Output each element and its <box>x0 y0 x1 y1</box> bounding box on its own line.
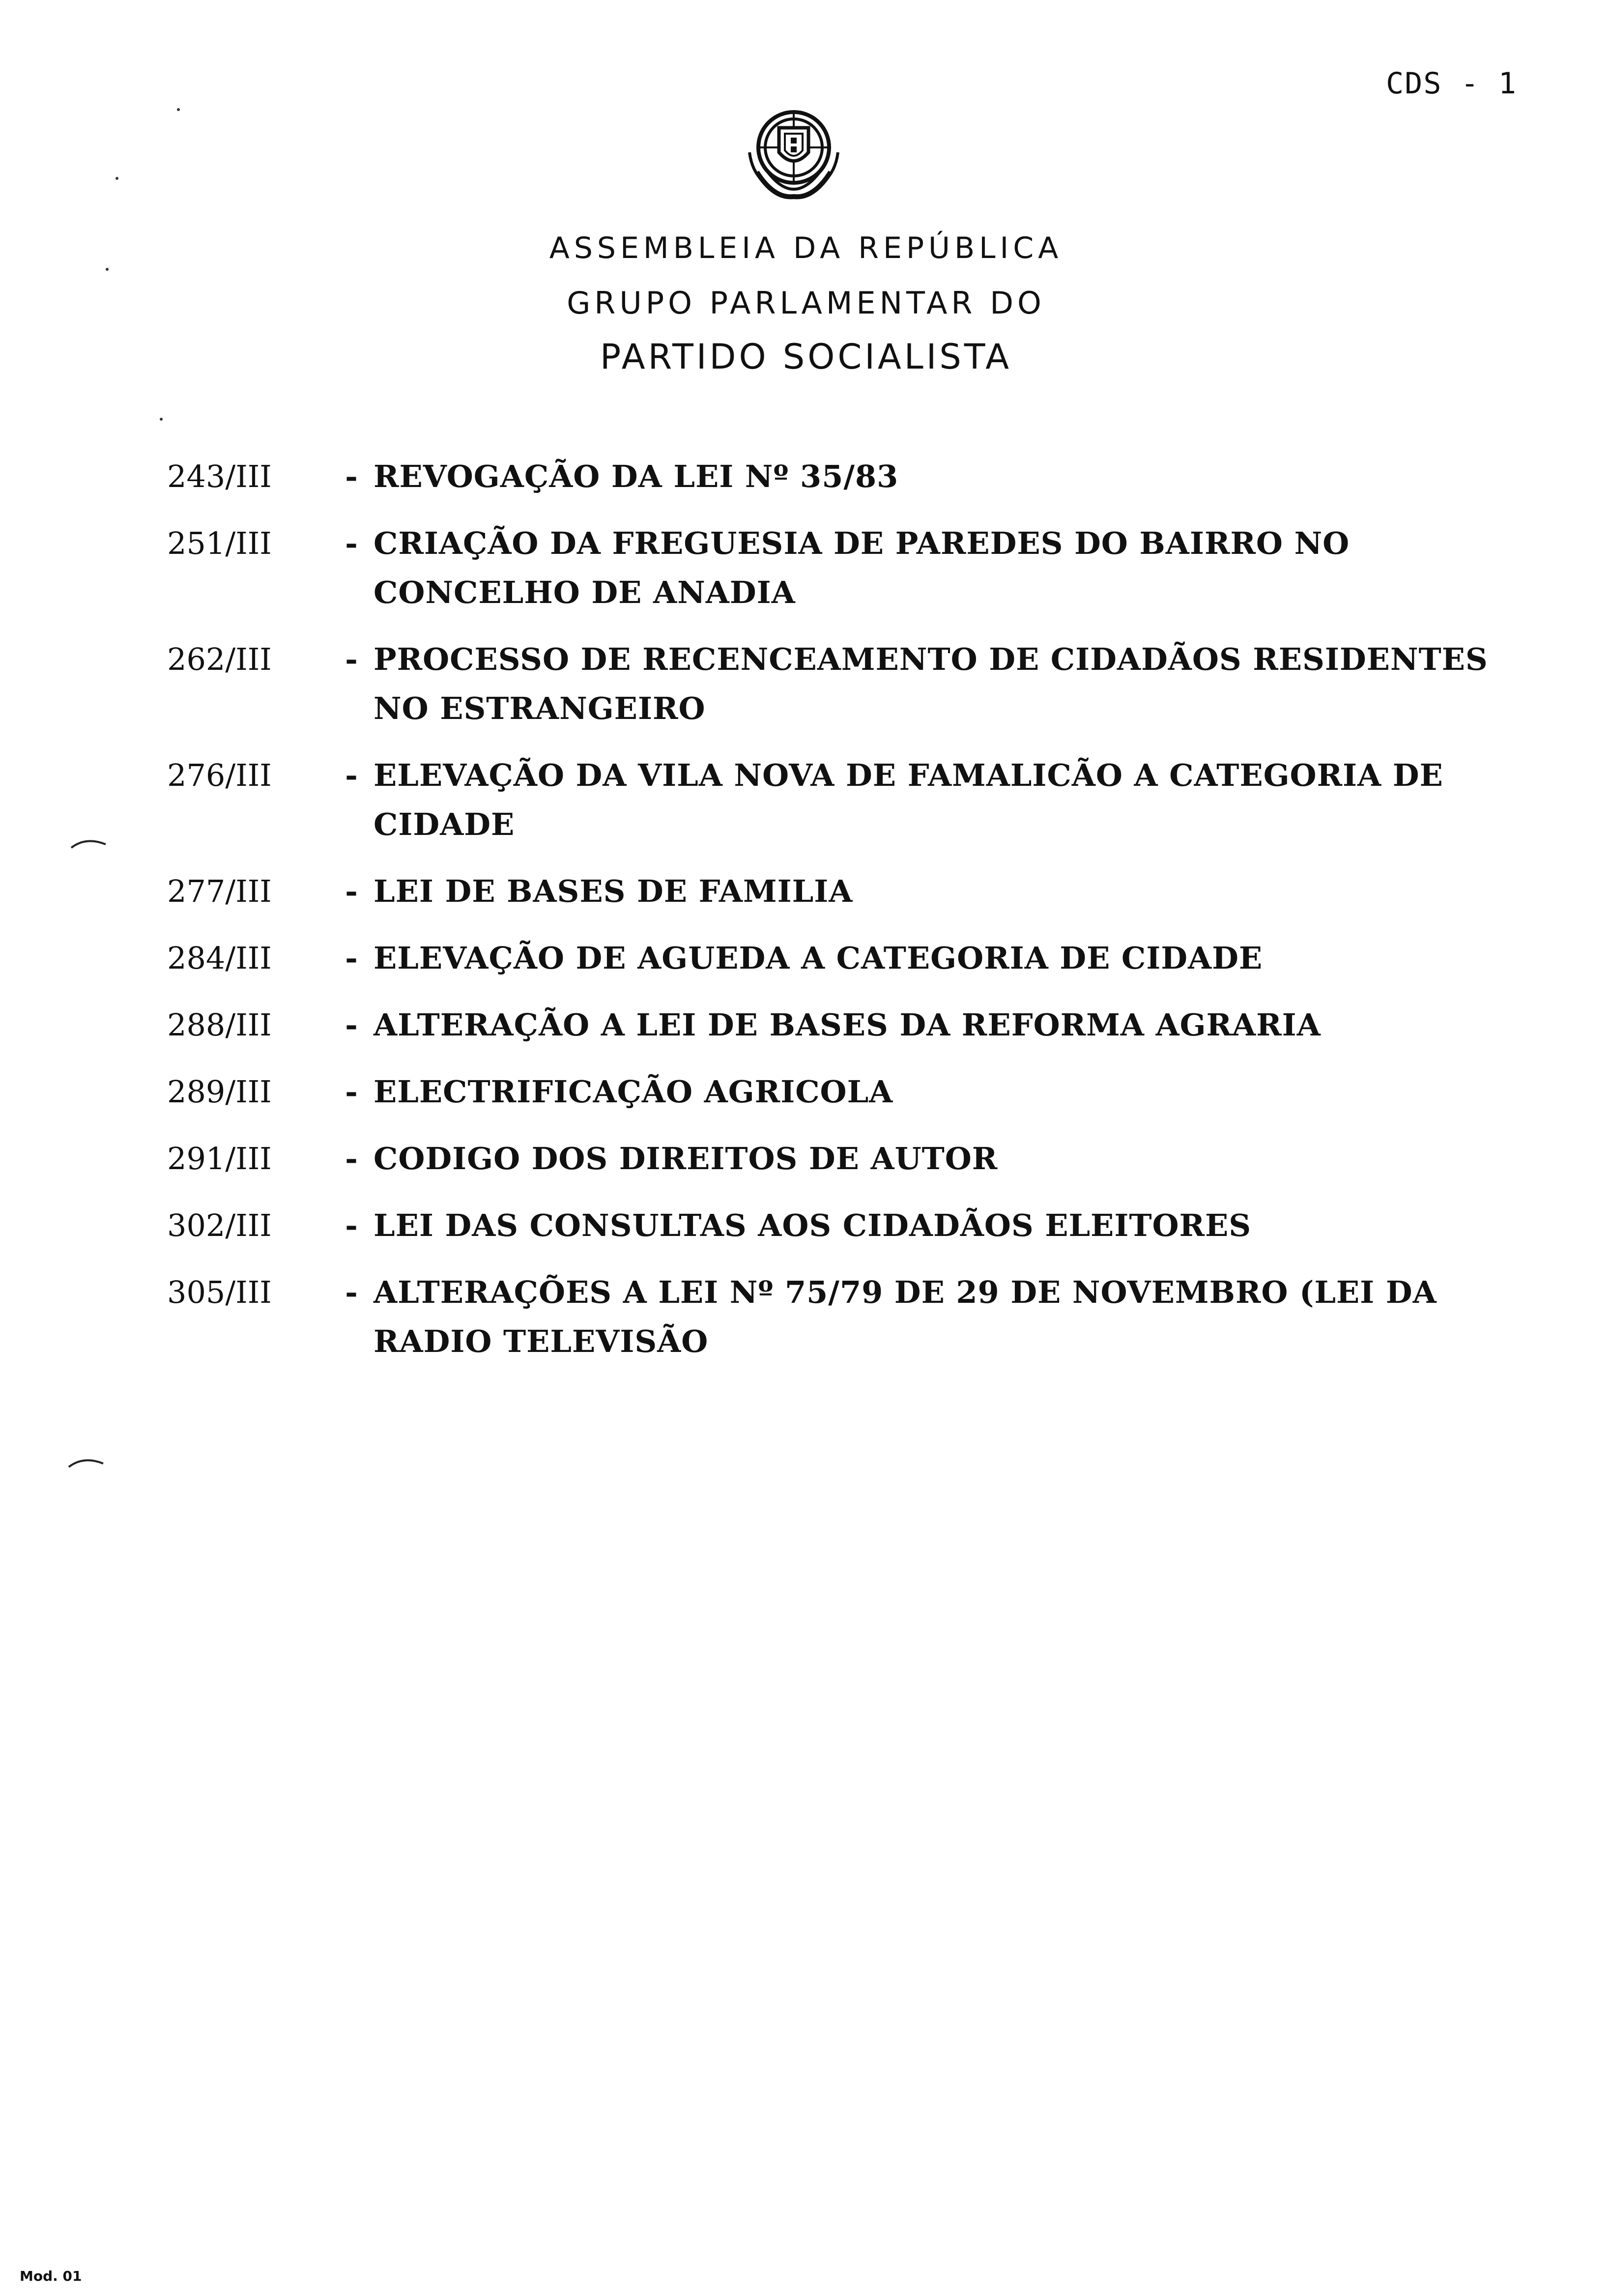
speck-mark <box>177 108 180 111</box>
entry-number: 291/III <box>167 1141 272 1177</box>
entry-title: ALTERAÇÕES A LEI Nº 75/79 DE 29 DE NOVEMBRO (LEI DA RADIO TELEVISÃO <box>374 1274 1437 1359</box>
entry-dash: - <box>345 1007 358 1043</box>
entry-title: CODIGO DOS DIREITOS DE AUTOR <box>374 1141 998 1177</box>
entry-number: 305/III <box>167 1274 272 1310</box>
list-item <box>167 1201 1524 1250</box>
entries-list <box>167 452 1524 1384</box>
entry-number: 243/III <box>167 459 272 494</box>
entry-dash: - <box>345 757 358 793</box>
party-heading: PARTIDO SOCIALISTA <box>600 337 1012 377</box>
list-item <box>167 1268 1524 1366</box>
list-item <box>167 635 1524 733</box>
list-item <box>167 452 1524 501</box>
margin-mark-icon <box>69 835 108 850</box>
speck-mark <box>115 177 118 180</box>
entry-dash: - <box>345 1074 358 1110</box>
entry-title: LEI DAS CONSULTAS AOS CIDADÃOS ELEITORES <box>374 1207 1252 1243</box>
entry-number: 276/III <box>167 757 272 793</box>
institution-heading: ASSEMBLEIA DA REPÚBLICA <box>549 231 1063 265</box>
speck-mark <box>160 418 163 421</box>
entry-title: REVOGAÇÃO DA LEI Nº 35/83 <box>374 459 899 494</box>
entry-number: 262/III <box>167 641 272 677</box>
entry-dash: - <box>345 459 358 494</box>
entry-title: ALTERAÇÃO A LEI DE BASES DA REFORMA AGRARIA <box>374 1007 1321 1043</box>
margin-mark-icon <box>66 1455 106 1469</box>
list-item <box>167 934 1524 983</box>
entry-dash: - <box>345 1207 358 1243</box>
form-label: Mod. 01 <box>20 2268 82 2284</box>
page-code: CDS - 1 <box>1386 66 1517 101</box>
entry-title: ELECTRIFICAÇÃO AGRICOLA <box>374 1074 893 1110</box>
group-heading: GRUPO PARLAMENTAR DO <box>567 285 1045 321</box>
list-item <box>167 751 1524 849</box>
entry-dash: - <box>345 1141 358 1177</box>
entry-number: 251/III <box>167 525 272 561</box>
entry-number: 302/III <box>167 1207 272 1243</box>
entry-number: 277/III <box>167 873 272 909</box>
entry-title: ELEVAÇÃO DA VILA NOVA DE FAMALICÃO A CATEGORIA DE CIDADE <box>374 757 1443 842</box>
entry-number: 289/III <box>167 1074 272 1110</box>
entry-number: 288/III <box>167 1007 272 1043</box>
entry-title: ELEVAÇÃO DE AGUEDA A CATEGORIA DE CIDADE <box>374 940 1263 976</box>
entry-title: PROCESSO DE RECENCEAMENTO DE CIDADÃOS RESIDENTES NO ESTRANGEIRO <box>374 641 1488 726</box>
speck-mark <box>106 268 109 271</box>
entry-dash: - <box>345 940 358 976</box>
entry-dash: - <box>345 873 358 909</box>
entry-dash: - <box>345 1274 358 1310</box>
coat-of-arms-icon <box>730 98 858 211</box>
list-item <box>167 1001 1524 1050</box>
entry-number: 284/III <box>167 940 272 976</box>
entry-dash: - <box>345 525 358 561</box>
entry-title: CRIAÇÃO DA FREGUESIA DE PAREDES DO BAIRRO NO CONCELHO DE ANADIA <box>374 525 1350 610</box>
list-item <box>167 867 1524 916</box>
list-item <box>167 1134 1524 1183</box>
list-item <box>167 519 1524 617</box>
entry-title: LEI DE BASES DE FAMILIA <box>374 873 853 909</box>
entry-dash: - <box>345 641 358 677</box>
list-item <box>167 1067 1524 1117</box>
